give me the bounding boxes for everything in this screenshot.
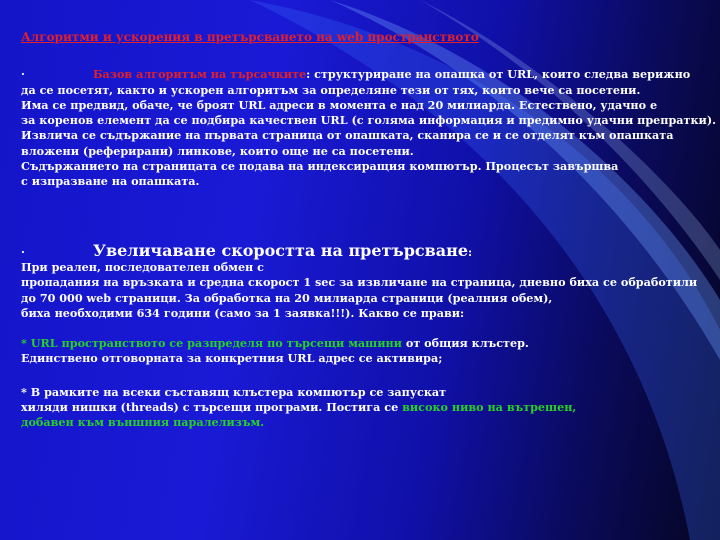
section1-lead-rest: : структуриране на опашка от URL, които следва верижно: [306, 67, 691, 82]
point1-highlight: * URL пространството се разпределя по търсещи машини: [21, 336, 402, 351]
section1-line: с изпразване на опашката.: [21, 174, 200, 189]
section2-line: пропадания на връзката и средна скорост 1 sec за извличане на страница, дневно биха се обработили: [21, 275, 698, 290]
section2-heading-line: [21, 240, 701, 260]
section1-line: Извлича се съдържание на първата страница от опашката, сканира се и се отделят към опашката: [21, 128, 674, 143]
section2-line: При реален, последователен обмен с: [21, 259, 264, 274]
section1-line: вложени (реферирани) линкове, които още не са посетени.: [21, 143, 414, 158]
bullet-icon: ·: [21, 244, 25, 259]
section2-line: биха необходими 634 години (само за 1 заявка!!!). Какво се прави:: [21, 305, 465, 320]
point2-highlight: високо ниво на вътрешен,: [402, 400, 577, 415]
point1-line: [21, 336, 701, 351]
point2-line2: [21, 400, 701, 415]
section1-line: за коренов елемент да се подбира качествен URL (с голяма информация и предимно удачни препратки).: [21, 113, 717, 128]
slide-content: [21, 30, 717, 431]
point2-line1: * В рамките на всеки съставящ клъстера компютър се запускат: [21, 384, 447, 399]
section1-line: Съдържанието на страницата се подава на индексиращия компютър. Процесът завършва: [21, 159, 619, 174]
point1-line2: Единствено отговорната за конкретния URL адрес се активира;: [21, 351, 443, 366]
slide-title: Алгоритми и ускорения в претърсването на web пространството: [21, 30, 479, 44]
section1-first-line: [21, 67, 701, 82]
section1-line: Има се предвид, обаче, че броят URL адреси в момента е над 20 милиарда. Естествено, удачно е: [21, 97, 658, 112]
point2-line2-text: хиляди нишки (threads) с търсещи програми. Постига се: [21, 400, 403, 415]
bullet-icon: ·: [21, 67, 25, 82]
section1-line: да се посетят, както и ускорен алгоритъм за определяне тези от тях, които вече са посетени.: [21, 82, 641, 97]
point2-line3: добавен към външния паралелизъм.: [21, 415, 265, 430]
section2-heading-colon: :: [468, 244, 473, 259]
section2-heading: Увеличаване скоростта на претърсване: [93, 240, 469, 260]
section1-lead: Базов алгоритъм на търсачките: [93, 67, 307, 82]
section2-line: до 70 000 web страници. За обработка на 20 милиарда страници (реалния обем),: [21, 290, 553, 305]
point1-rest: от общия клъстер.: [401, 336, 529, 351]
